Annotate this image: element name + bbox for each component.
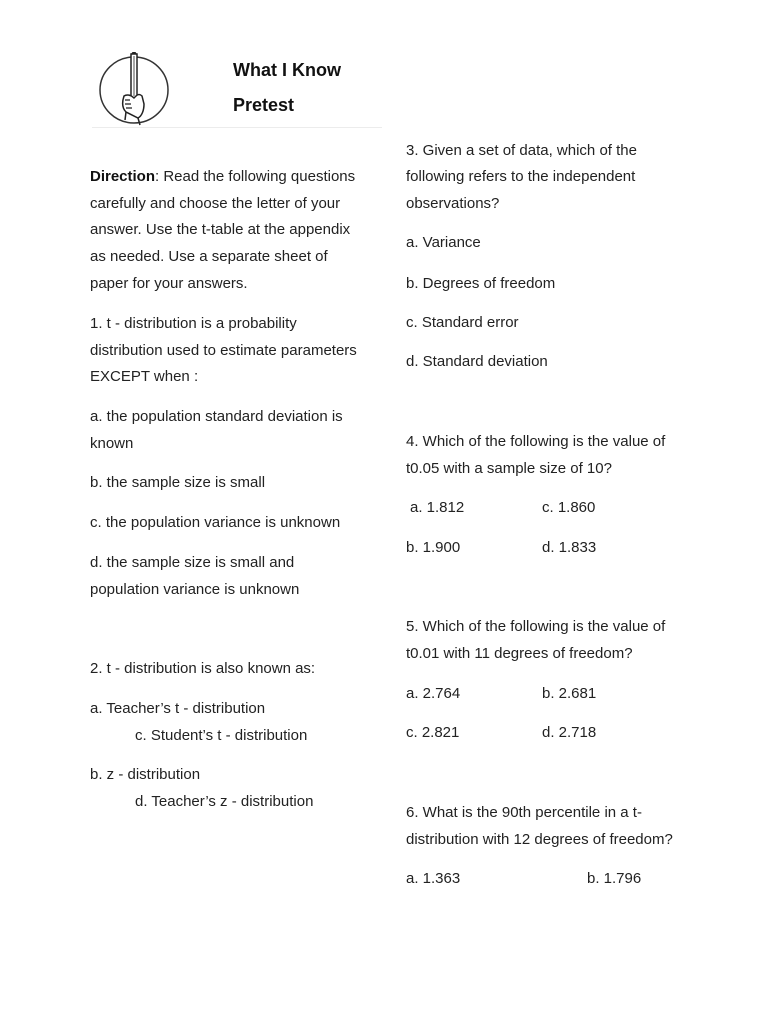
q2-option-c: c. Student’s t - distribution bbox=[135, 727, 308, 744]
direction-line-4: as needed. Use a separate sheet of bbox=[90, 248, 328, 265]
q3-option-a: a. Variance bbox=[406, 234, 481, 251]
q4-option-c: c. 1.860 bbox=[542, 499, 596, 516]
q2-option-b: b. z - distribution bbox=[90, 766, 201, 783]
q3-line-2: following refers to the independent bbox=[406, 168, 636, 185]
page-title: What I Know bbox=[233, 60, 341, 80]
q4-option-a: a. 1.812 bbox=[410, 499, 465, 516]
q1-option-d-line-2: population variance is unknown bbox=[90, 581, 300, 598]
hand-holding-pencil-icon bbox=[94, 52, 176, 126]
header-divider bbox=[92, 127, 382, 128]
q5-option-a: a. 2.764 bbox=[406, 685, 461, 702]
q4-option-d: d. 1.833 bbox=[542, 539, 597, 556]
q5-option-b: b. 2.681 bbox=[542, 685, 597, 702]
q2-option-d: d. Teacher’s z - distribution bbox=[135, 793, 314, 810]
q1-option-a-line-1: a. the population standard deviation is bbox=[90, 408, 343, 425]
q5-option-c: c. 2.821 bbox=[406, 724, 460, 741]
direction-line-2: carefully and choose the letter of your bbox=[90, 195, 341, 212]
page-subtitle: Pretest bbox=[233, 95, 295, 115]
q4-option-b: b. 1.900 bbox=[406, 539, 461, 556]
q6-option-a: a. 1.363 bbox=[406, 870, 461, 887]
q2-question: 2. t - distribution is also known as: bbox=[90, 660, 316, 677]
q1-option-a-line-2: known bbox=[90, 435, 134, 452]
direction-text: : Read the following questions bbox=[155, 168, 356, 185]
direction-line-1 bbox=[90, 163, 355, 190]
q5-option-d: d. 2.718 bbox=[542, 724, 597, 741]
q1-option-d-line-1: d. the sample size is small and bbox=[90, 554, 295, 571]
q3-option-b: b. Degrees of freedom bbox=[406, 275, 556, 292]
direction-line-5: paper for your answers. bbox=[90, 275, 248, 292]
direction-line-3: answer. Use the t-table at the appendix bbox=[90, 221, 351, 238]
q3-line-3: observations? bbox=[406, 195, 500, 212]
q6-line-1: 6. What is the 90th percentile in a t- bbox=[406, 804, 642, 821]
q2-option-a: a. Teacher’s t - distribution bbox=[90, 700, 266, 717]
q5-line-2: t0.01 with 11 degrees of freedom? bbox=[406, 645, 633, 662]
q3-option-d: d. Standard deviation bbox=[406, 353, 548, 370]
q6-option-b: b. 1.796 bbox=[587, 870, 642, 887]
q1-line-2: distribution used to estimate parameters bbox=[90, 342, 357, 359]
q1-option-c: c. the population variance is unknown bbox=[90, 514, 341, 531]
q1-option-b: b. the sample size is small bbox=[90, 474, 266, 491]
direction-label: Direction bbox=[90, 168, 156, 185]
q3-line-1: 3. Given a set of data, which of the bbox=[406, 142, 637, 159]
q6-line-2: distribution with 12 degrees of freedom? bbox=[406, 831, 673, 848]
q5-line-1: 5. Which of the following is the value of bbox=[406, 618, 666, 635]
q3-option-c: c. Standard error bbox=[406, 314, 519, 331]
q1-line-1: 1. t - distribution is a probability bbox=[90, 315, 297, 332]
q4-line-2: t0.05 with a sample size of 10? bbox=[406, 460, 612, 477]
q4-line-1: 4. Which of the following is the value of bbox=[406, 433, 666, 450]
q1-line-3: EXCEPT when : bbox=[90, 368, 199, 385]
